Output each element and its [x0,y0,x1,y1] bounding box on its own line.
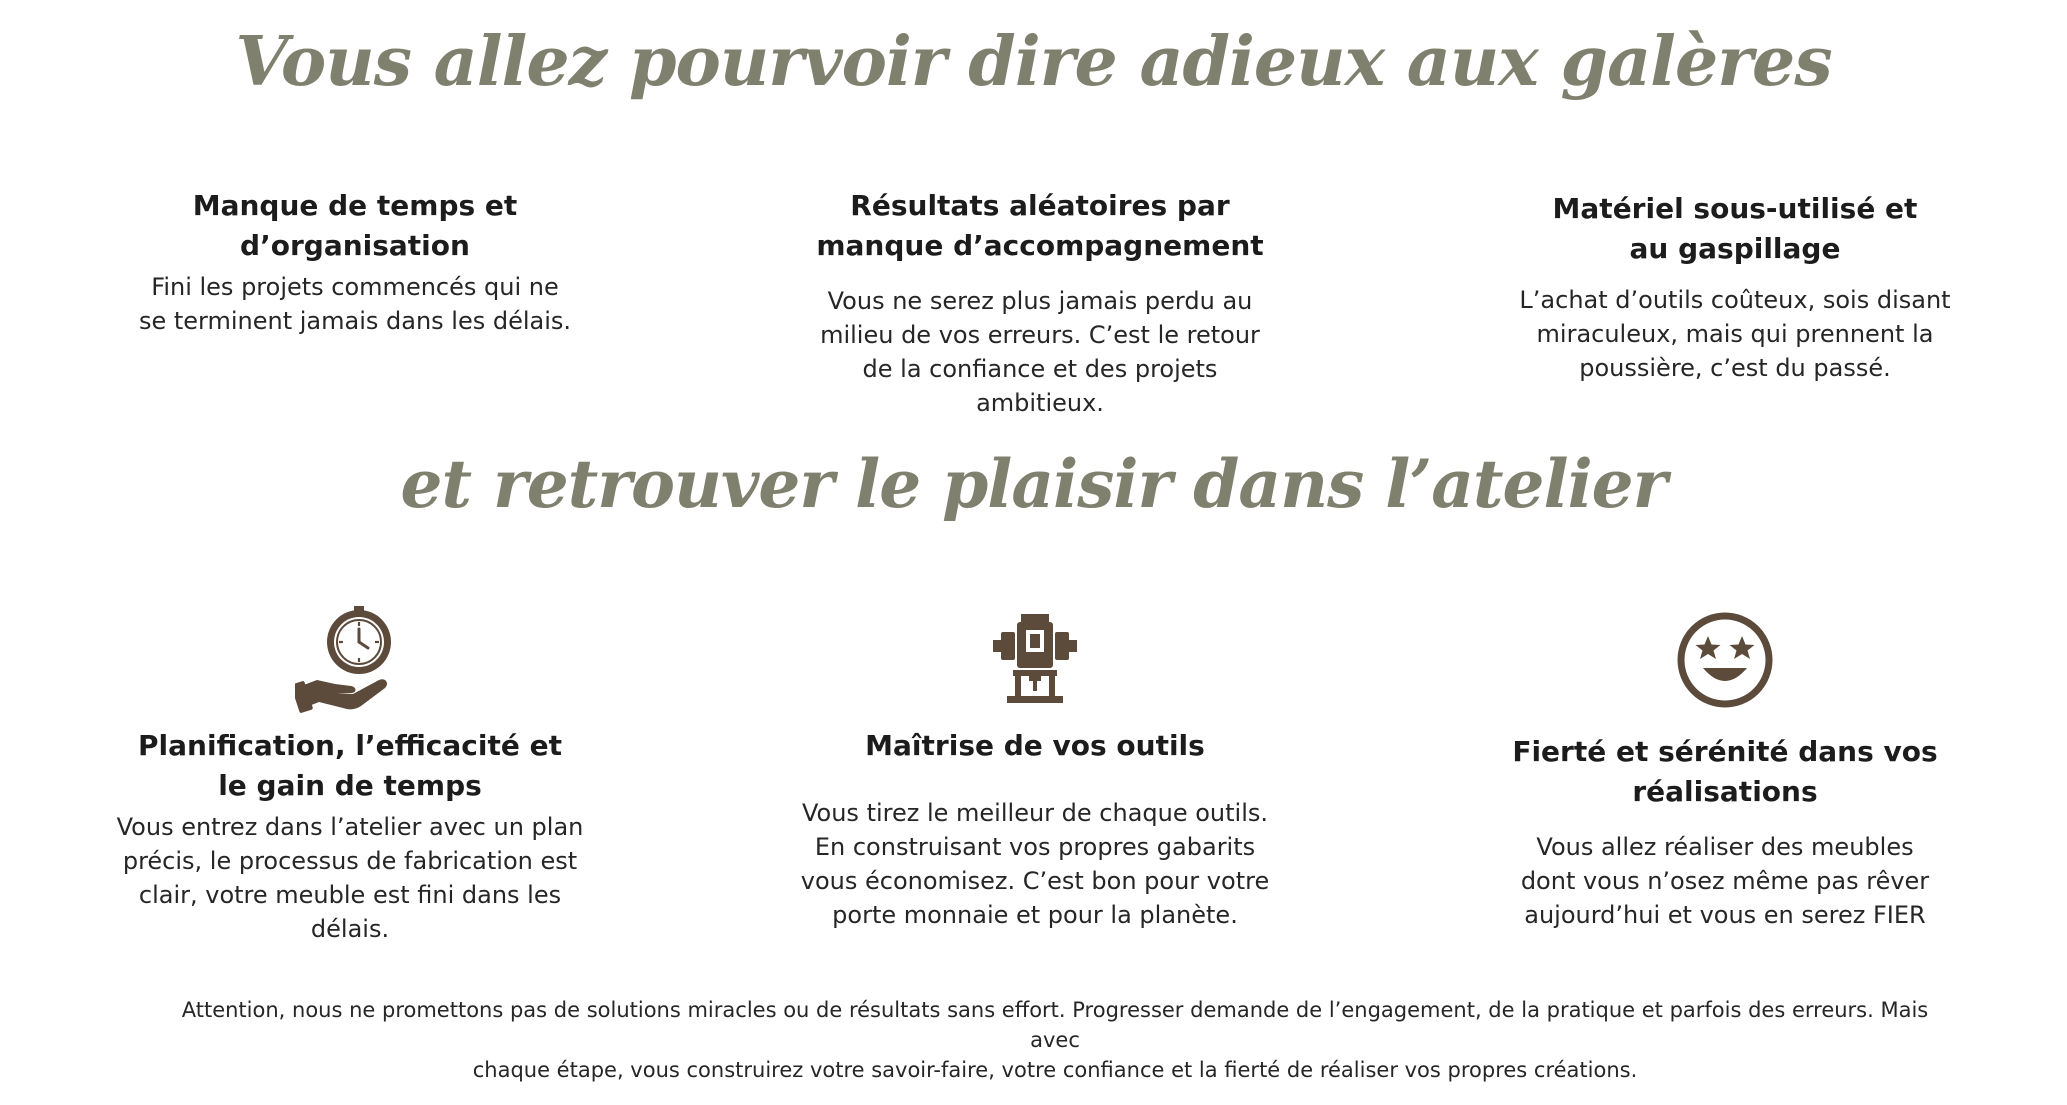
disclaimer-line: chaque étape, vous construirez votre savoir-faire, votre confiance et la fierté de réaliser vos propres créations. [472,1058,1638,1082]
benefit-description [1490,830,1960,932]
problem-title-line: Résultats aléatoires par [850,189,1230,222]
benefit-card-planning [100,602,600,946]
benefit-title [100,726,600,806]
disclaimer-line: Attention, nous ne promettons pas de solutions miracles ou de résultats sans effort. Progresser demande de l’engagement, de la pratique et parfois des erreurs. Mais avec [181,998,1929,1052]
benefit-description-line: clair, votre meuble est fini dans les délais. [138,881,562,943]
problem-title-line: manque d’accompagnement [816,229,1264,262]
problem-description-line: Fini les projets commencés qui ne [151,273,559,301]
problem-description-line: milieu de vos erreurs. C’est le retour [820,321,1260,349]
disclaimer [170,995,1940,1085]
headline-top: Vous allez pourvoir dire adieux aux galères [235,22,1832,102]
problem-description [120,270,590,338]
problem-card-results [790,186,1290,420]
benefit-card-tools [785,614,1285,932]
problem-title-line: Matériel sous-utilisé et [1552,192,1918,225]
benefit-description-line: Vous tirez le meilleur de chaque outils. [801,799,1269,827]
benefit-title-line: le gain de temps [218,769,482,802]
benefit-description-line: En construisant vos propres gabarits [814,833,1256,861]
problem-description-line: L’achat d’outils coûteux, sois disant [1519,286,1951,314]
problem-description-line: ambitieux. [976,389,1104,417]
problem-description-line: Vous ne serez plus jamais perdu au [827,287,1253,315]
clock-in-hand-icon [295,602,405,714]
benefit-description-line: vous économisez. C’est bon pour votre [800,867,1270,895]
problem-title [790,186,1290,266]
problem-title-line: d’organisation [240,229,470,262]
benefit-description-line: Vous entrez dans l’atelier avec un plan [116,813,584,841]
benefit-title-line: Planification, l’efficacité et [138,729,562,762]
benefit-title-line: Fierté et sérénité dans vos [1512,735,1938,768]
problem-title [1505,189,1965,269]
headline-bottom: et retrouver le plaisir dans l’atelier [400,445,1667,523]
problem-card-time [120,186,590,338]
benefit-title-line: réalisations [1632,775,1818,808]
benefit-title [1490,732,1960,812]
benefit-description [785,796,1285,932]
benefit-card-pride [1490,612,1960,932]
benefit-description-line: Vous allez réaliser des meubles [1536,833,1914,861]
problem-description [1505,283,1965,385]
star-eyes-smiley-icon [1677,612,1773,708]
router-tool-icon [993,614,1077,704]
problem-title [120,186,590,266]
problem-card-material [1505,189,1965,385]
problem-title-line: au gaspillage [1629,232,1841,265]
benefit-description-line: porte monnaie et pour la planète. [832,901,1238,929]
benefit-description-line: dont vous n’osez même pas rêver [1520,867,1930,895]
problem-description-line: de la confiance et des projets [862,355,1218,383]
problem-description [790,284,1290,420]
problem-description-line: poussière, c’est du passé. [1579,354,1891,382]
problem-description-line: se terminent jamais dans les délais. [138,307,572,335]
benefit-description [100,810,600,946]
benefit-description-line: précis, le processus de fabrication est [122,847,578,875]
problem-title-line: Manque de temps et [192,189,518,222]
benefit-title-line: Maîtrise de vos outils [865,729,1205,762]
problem-description-line: miraculeux, mais qui prennent la [1536,320,1934,348]
benefit-title [785,726,1285,766]
benefit-description-line: aujourd’hui et vous en serez FIER [1524,901,1926,929]
